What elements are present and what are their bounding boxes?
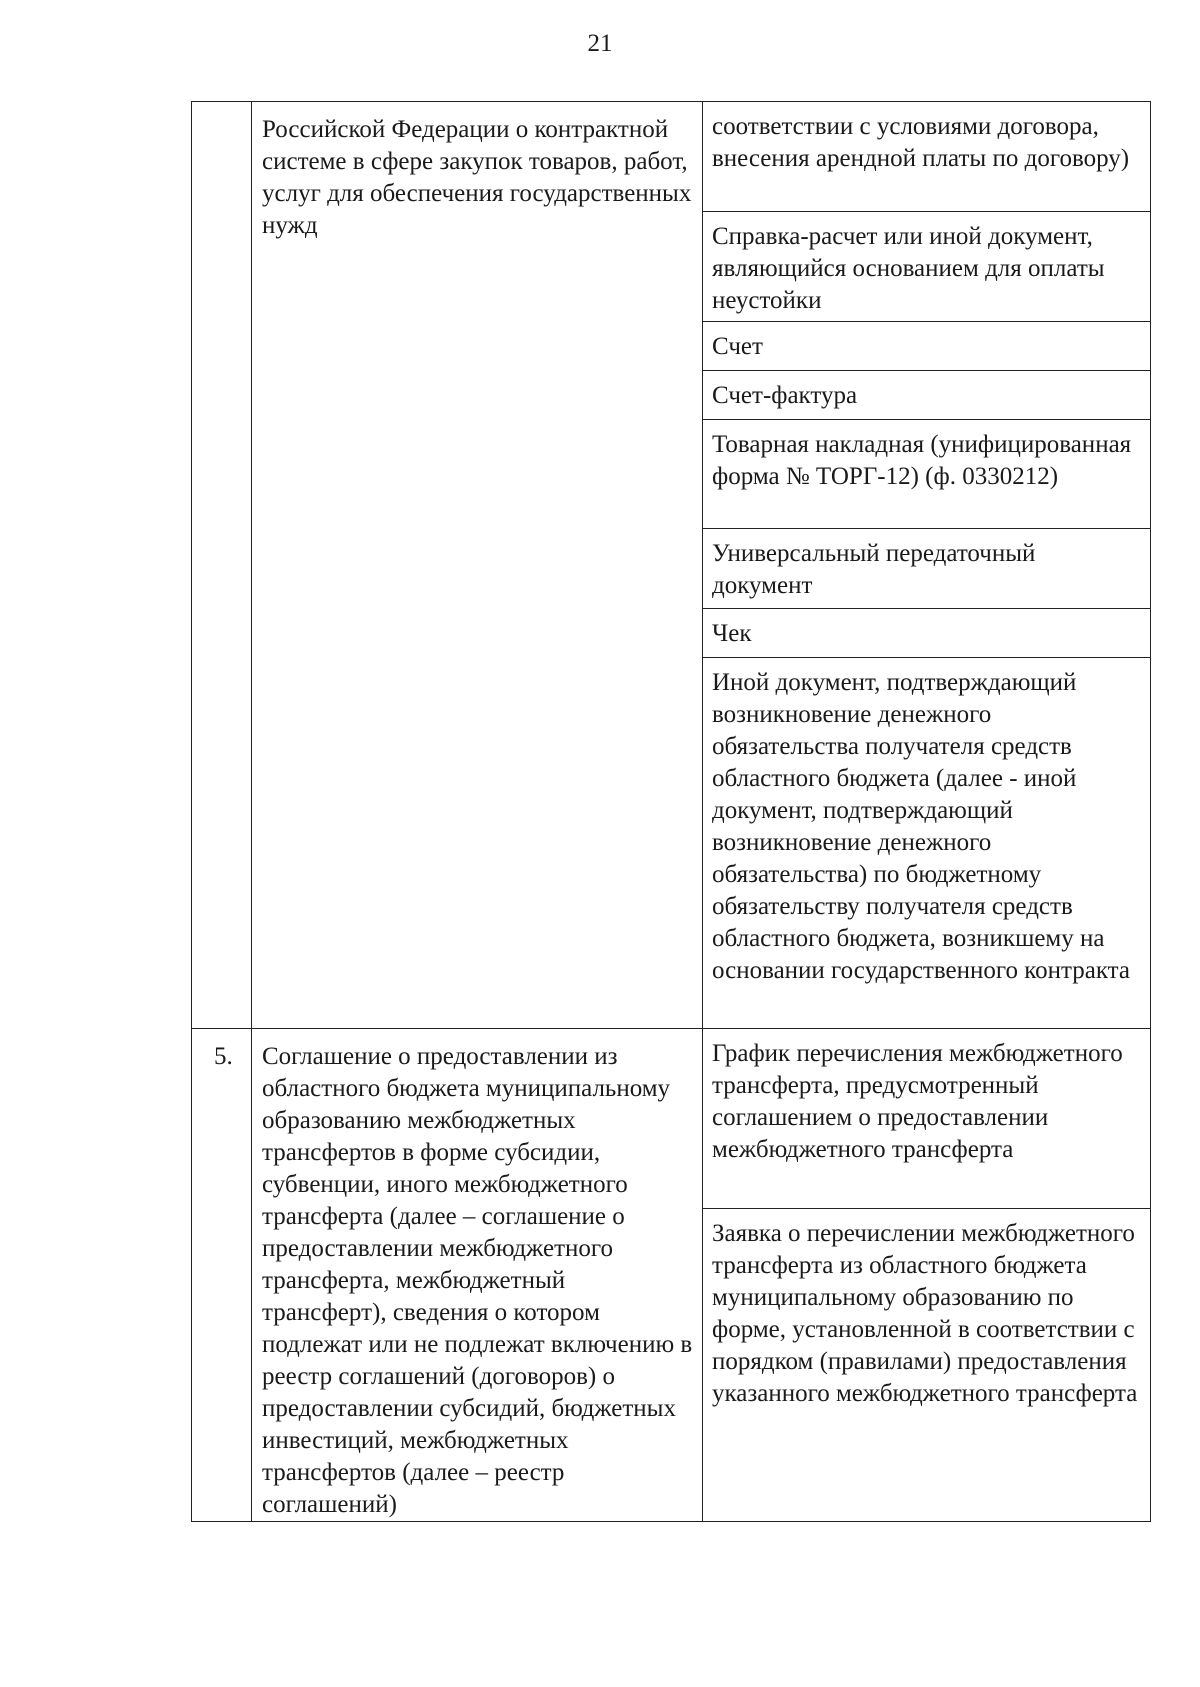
document-item: соответствии с условиями договора, внесения арендной платы по договору) (703, 102, 1150, 212)
row-documents-cell (703, 102, 1151, 1029)
documents-table (191, 101, 1151, 1522)
document-item: Счет (703, 322, 1150, 371)
page-number: 21 (587, 30, 613, 57)
row-description: Соглашение о предоставлении из областного бюджета муниципальному образованию межбюджетных трансфертов в форме субсидии, субвенции, иного межбюджетного трансферта (далее – соглашение о предоставлении межбюджетного трансферта, межбюджетный трансферт), сведения о котором подлежат или не подлежат включению в реестр соглашений (договоров) о предоставлении субсидий, бюджетных инвестиций, межбюджетных трансфертов (далее – реестр соглашений) (262, 1043, 693, 1518)
document-item: Товарная накладная (унифицированная форма № ТОРГ-12) (ф. 0330212) (703, 420, 1150, 529)
row-number-cell (192, 102, 252, 1029)
document-item: Справка-расчет или иной документ, являющийся основанием для оплаты неустойки (703, 212, 1150, 322)
row-description-cell (252, 1029, 703, 1522)
row-number (192, 102, 251, 114)
document-item: Чек (703, 609, 1150, 658)
table-row (192, 1029, 1151, 1522)
document-item: График перечисления межбюджетного трансферта, предусмотренный соглашением о предоставлении межбюджетного трансферта (703, 1029, 1150, 1209)
table-row (192, 102, 1151, 1029)
row-number: 5. (214, 1043, 233, 1070)
document-item: Универсальный передаточный документ (703, 529, 1150, 609)
document-item: Счет-фактура (703, 371, 1150, 420)
row-description-cell (252, 102, 703, 1029)
document-item: Заявка о перечислении межбюджетного трансферта из областного бюджета муниципальному образованию по форме, установленной в соответствии с порядком (правилами) предоставления указанного межбюджетного трансферта (712, 1220, 1138, 1407)
document-item: Иной документ, подтверждающий возникновение денежного обязательства получателя средств областного бюджета (далее - иной документ, подтверждающий возникновение денежного обязательства) по бюджетному обязательству получателя средств областного бюджета, возникшему на основании государственного контракта (712, 669, 1130, 984)
row-number-cell (192, 1029, 252, 1522)
row-description: Российской Федерации о контрактной системе в сфере закупок товаров, работ, услуг для обеспечения государственных нужд (262, 116, 692, 239)
row-documents-cell (703, 1029, 1151, 1522)
